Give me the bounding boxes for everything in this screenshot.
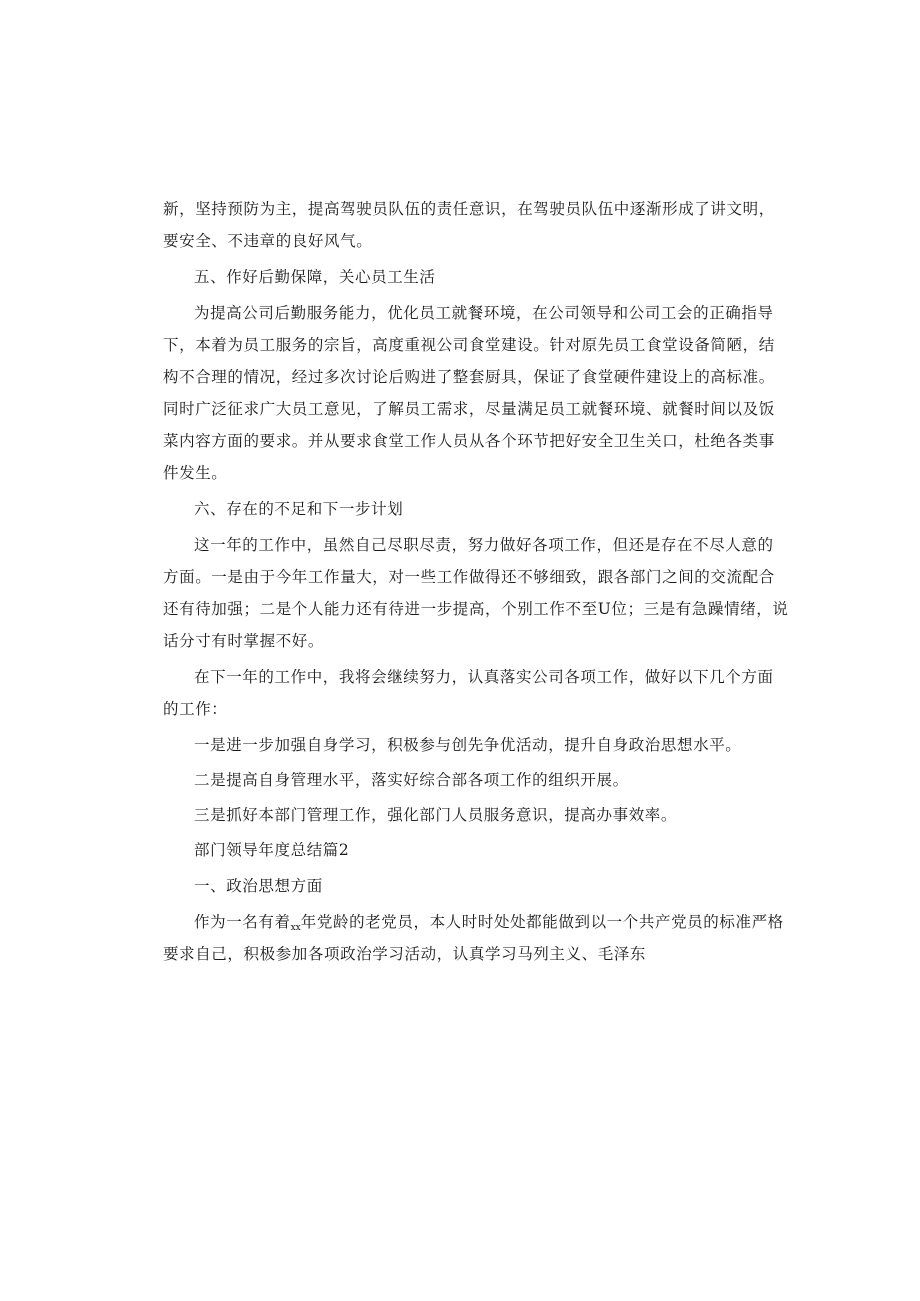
text-line: 同时广泛征求广大员工意见，了解员工需求，尽量满足员工就餐环境、就餐时间以及饭	[163, 400, 775, 418]
text-line: 要安全、不违章的良好风气。	[163, 232, 373, 250]
text-line: 这一年的工作中，虽然自己尽职尽责，努力做好各项工作，但还是存在不尽人意的	[194, 536, 774, 554]
text-line: 方面。一是由于今年工作量大，对一些工作做得还不够细致，跟各部门之间的交流配合	[163, 568, 775, 586]
text-line: 要求自己，积极参加各项政治学习活动，认真学习马列主义、毛泽东	[163, 945, 647, 963]
text-line: 为提高公司后勤服务能力，优化员工就餐环境，在公司领导和公司工会的正确指导	[194, 304, 774, 322]
text-line: 还有待加强；二是个人能力还有待进一步提高，个别工作不至U位；三是有急躁情绪，说	[163, 600, 789, 618]
text-line: 新，坚持预防为主，提高驾驶员队伍的责任意识，在驾驶员队伍中逐渐形成了讲文明，	[163, 200, 775, 218]
text-line: 三是抓好本部门管理工作，强化部门人员服务意识，提高办事效率。	[194, 806, 678, 824]
section-heading: 六、存在的不足和下一步计划	[194, 500, 404, 518]
text-line: 话分寸有时掌握不好。	[163, 632, 325, 650]
text-line: 件发生。	[163, 464, 228, 482]
text-line	[163, 906, 784, 938]
text-line: 一是进一步加强自身学习，积极参与创先争优活动，提升自身政治思想水平。	[194, 736, 742, 754]
text-line: 在下一年的工作中，我将会继续努力，认真落实公司各项工作，做好以下几个方面	[194, 668, 774, 686]
text-line: 下，本着为员工服务的宗旨，高度重视公司食堂建设。针对原先员工食堂设备简陋，结	[163, 336, 775, 354]
section-heading: 五、作好后勤保障，关心员工生活	[194, 268, 436, 286]
text-line: 构不合理的情况，经过多次讨论后购进了整套厨具，保证了食堂硬件建设上的高标准。	[163, 368, 775, 386]
document-body	[163, 193, 789, 970]
text-line: 二是提高自身管理水平，落实好综合部各项工作的组织开展。	[194, 771, 629, 789]
article-title: 部门领导年度总结篇2	[194, 841, 350, 859]
text-line: 的工作：	[163, 700, 228, 718]
text-line: 菜内容方面的要求。并从要求食堂工作人员从各个环节把好安全卫生关口，杜绝各类事	[163, 432, 775, 450]
text-segment: 作为一名有着	[194, 913, 291, 931]
text-segment: 年党龄的老党员，本人时时处处都能做到以一个共产党员的标准严格	[300, 913, 784, 931]
text-subscript: xx	[290, 923, 301, 933]
section-heading: 一、政治思想方面	[194, 877, 323, 895]
